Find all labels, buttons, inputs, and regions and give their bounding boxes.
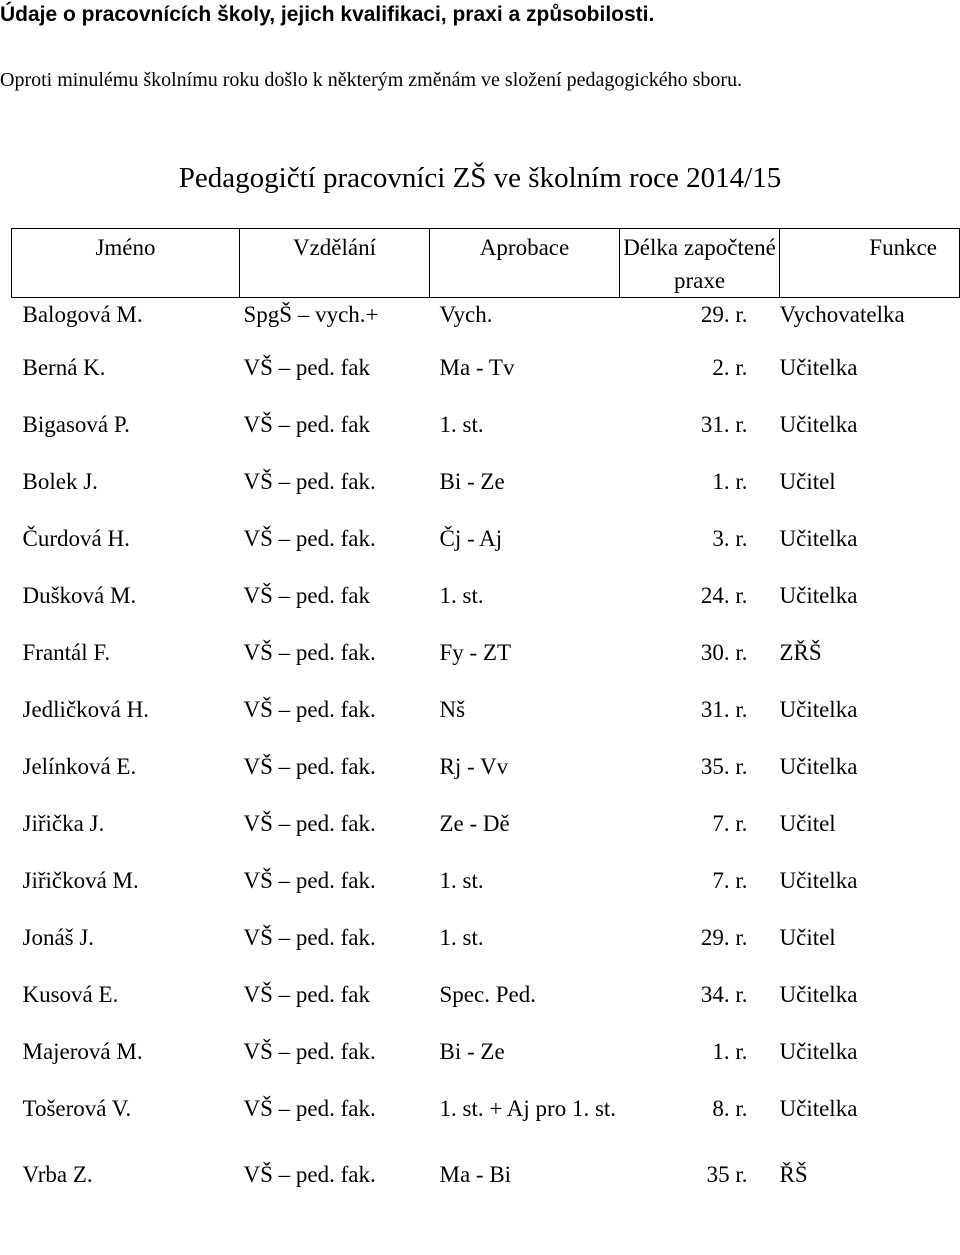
table-row <box>12 807 960 864</box>
table-body <box>12 298 960 1195</box>
cell-practice: 8. r. <box>712 1096 748 1121</box>
table-row <box>12 351 960 408</box>
cell-practice: 31. r. <box>700 412 748 437</box>
cell-practice: 3. r. <box>712 526 748 551</box>
cell-function: Učitelka <box>779 583 858 608</box>
cell-approbation: 1. st. <box>439 925 484 950</box>
column-header-practice: Délka započtené praxe <box>620 229 780 298</box>
cell-approbation: Vych. <box>439 302 493 327</box>
cell-approbation: 1. st. + Aj pro 1. st. <box>439 1096 617 1121</box>
cell-approbation: Bi - Ze <box>439 469 505 494</box>
table-row <box>12 465 960 522</box>
cell-function: Učitelka <box>779 754 858 779</box>
cell-education: VŠ – ped. fak. <box>243 1096 376 1121</box>
cell-practice: 29. r. <box>700 925 748 950</box>
cell-approbation: Ma - Tv <box>439 355 515 380</box>
cell-name: Jelínková E. <box>22 754 137 779</box>
cell-name: Jiřička J. <box>22 811 105 836</box>
table-row <box>12 298 960 352</box>
cell-name: Balogová M. <box>22 302 143 327</box>
cell-name: Bolek J. <box>22 469 98 494</box>
cell-function: Učitelka <box>779 412 858 437</box>
header-row <box>12 229 960 298</box>
cell-education: VŠ – ped. fak. <box>243 811 376 836</box>
cell-function: Učitelka <box>779 982 858 1007</box>
cell-education: VŠ – ped. fak <box>243 982 370 1007</box>
cell-function: Učitelka <box>779 355 858 380</box>
table-row <box>12 636 960 693</box>
cell-practice: 34. r. <box>700 982 748 1007</box>
cell-name: Berná K. <box>22 355 106 380</box>
cell-approbation: Ze - Dě <box>439 811 510 836</box>
cell-practice: 2. r. <box>712 355 748 380</box>
cell-practice: 35. r. <box>700 754 748 779</box>
cell-education: VŠ – ped. fak. <box>243 469 376 494</box>
cell-education: VŠ – ped. fak. <box>243 526 376 551</box>
table-row <box>12 921 960 978</box>
cell-education: VŠ – ped. fak <box>243 583 370 608</box>
cell-name: Kusová E. <box>22 982 119 1007</box>
cell-name: Jedličková H. <box>22 697 149 722</box>
cell-education: VŠ – ped. fak. <box>243 754 376 779</box>
cell-approbation: Fy - ZT <box>439 640 512 665</box>
cell-name: Bigasová P. <box>22 412 130 437</box>
table-row <box>12 693 960 750</box>
cell-name: Čurdová H. <box>22 526 130 551</box>
cell-approbation: Ma - Bi <box>439 1162 512 1187</box>
cell-name: Dušková M. <box>22 583 137 608</box>
column-header-approbation: Aprobace <box>430 229 620 298</box>
cell-function: Učitelka <box>779 697 858 722</box>
cell-name: Majerová M. <box>22 1039 143 1064</box>
cell-approbation: 1. st. <box>439 868 484 893</box>
cell-function: Učitelka <box>779 526 858 551</box>
cell-approbation: Nš <box>439 697 466 722</box>
cell-practice: 29. r. <box>700 302 748 327</box>
staff-table <box>11 228 960 1194</box>
cell-education: VŠ – ped. fak <box>243 355 370 380</box>
document-heading: Údaje o pracovnících školy, jejich kvalifikaci, praxi a způsobilosti. <box>0 3 655 26</box>
table-row <box>12 1092 960 1158</box>
cell-practice: 7. r. <box>712 868 748 893</box>
cell-function: ZŘŠ <box>779 640 822 665</box>
cell-education: VŠ – ped. fak. <box>243 1162 376 1187</box>
cell-practice: 35 r. <box>706 1162 748 1187</box>
table-row <box>12 1158 960 1194</box>
cell-practice: 31. r. <box>700 697 748 722</box>
cell-approbation: 1. st. <box>439 583 484 608</box>
cell-function: Učitelka <box>779 868 858 893</box>
table-row <box>12 522 960 579</box>
cell-name: Vrba Z. <box>22 1162 93 1187</box>
cell-name: Tošerová V. <box>22 1096 132 1121</box>
cell-practice: 1. r. <box>712 1039 748 1064</box>
cell-function: Učitel <box>779 811 836 836</box>
cell-education: VŠ – ped. fak. <box>243 868 376 893</box>
cell-education: VŠ – ped. fak. <box>243 697 376 722</box>
cell-name: Frantál F. <box>22 640 111 665</box>
cell-practice: 30. r. <box>700 640 748 665</box>
cell-practice: 24. r. <box>700 583 748 608</box>
column-header-name: Jméno <box>12 229 240 298</box>
table-row <box>12 864 960 921</box>
cell-function: Učitel <box>779 925 836 950</box>
table-header <box>12 229 960 298</box>
table-row <box>12 408 960 465</box>
intro-paragraph: Oproti minulému školnímu roku došlo k některým změnám ve složení pedagogického sboru. <box>0 69 743 91</box>
cell-approbation: Čj - Aj <box>439 526 503 551</box>
table-row <box>12 1035 960 1092</box>
table-row <box>12 579 960 636</box>
column-header-function: Funkce <box>780 229 960 298</box>
cell-education: VŠ – ped. fak. <box>243 1039 376 1064</box>
cell-education: VŠ – ped. fak. <box>243 640 376 665</box>
cell-function: Učitelka <box>779 1096 858 1121</box>
cell-name: Jiřičková M. <box>22 868 139 893</box>
cell-approbation: Spec. Ped. <box>439 982 536 1007</box>
table-title: Pedagogičtí pracovníci ZŠ ve školním roce 2014/15 <box>178 162 782 194</box>
cell-approbation: Rj - Vv <box>439 754 509 779</box>
cell-education: VŠ – ped. fak <box>243 412 370 437</box>
cell-approbation: Bi - Ze <box>439 1039 505 1064</box>
table-row <box>12 750 960 807</box>
cell-approbation: 1. st. <box>439 412 484 437</box>
cell-education: VŠ – ped. fak. <box>243 925 376 950</box>
cell-function: Vychovatelka <box>779 302 905 327</box>
column-header-education: Vzdělání <box>240 229 430 298</box>
table-row <box>12 978 960 1035</box>
cell-practice: 7. r. <box>712 811 748 836</box>
cell-function: Učitel <box>779 469 836 494</box>
cell-function: ŘŠ <box>779 1162 808 1187</box>
cell-education: SpgŠ – vych.+ <box>243 302 379 327</box>
cell-name: Jonáš J. <box>22 925 95 950</box>
cell-function: Učitelka <box>779 1039 858 1064</box>
cell-practice: 1. r. <box>712 469 748 494</box>
